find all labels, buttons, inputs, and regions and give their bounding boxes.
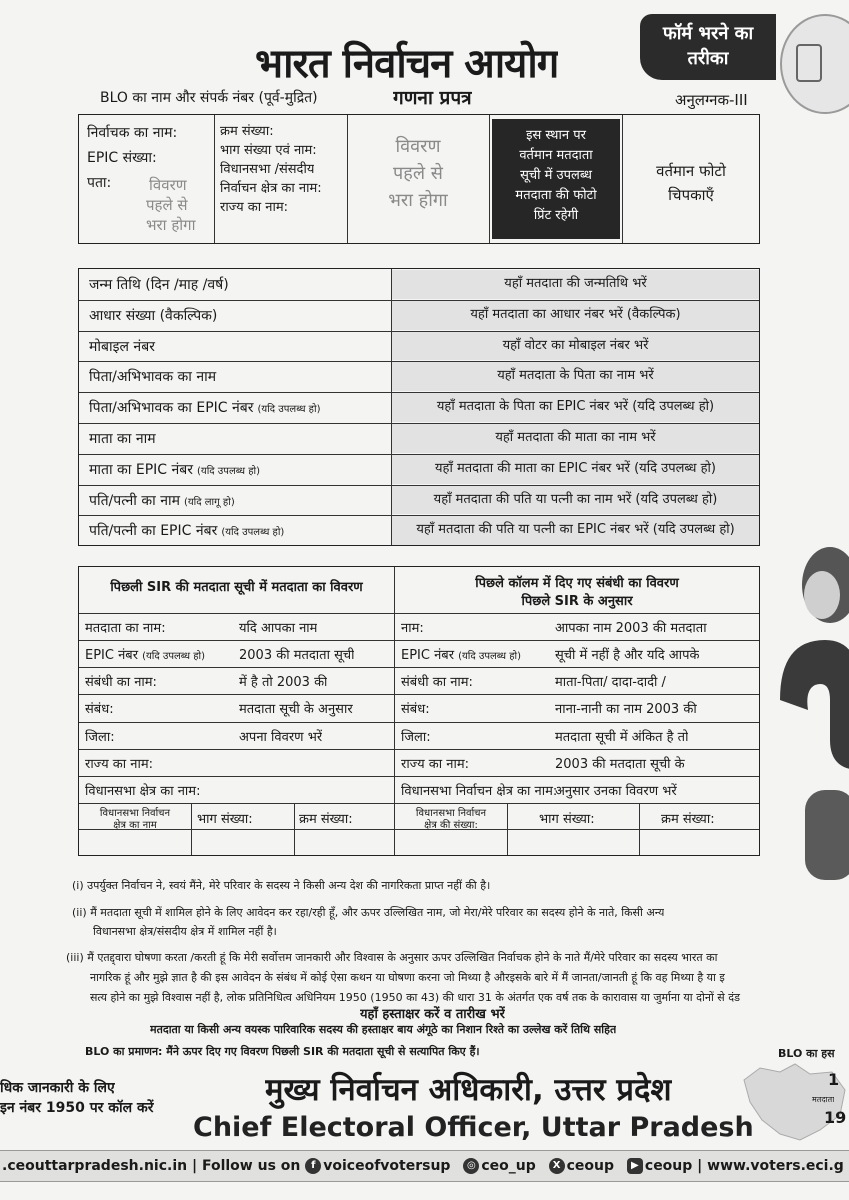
helpline-line2: इन नंबर 1950 पर कॉल करें	[0, 1100, 154, 1116]
constituency-line1: विधानसभा /संसदीय	[220, 162, 315, 177]
map-number-2: 19	[824, 1108, 847, 1127]
declaration-1: (i) उपर्युक्त निर्वाचन ने, स्वयं मैंने, मेरे परिवार के सदस्य ने किसी अन्य देश की नागरिकता प्राप्त नहीं की है।	[72, 879, 491, 892]
detail-label	[79, 337, 391, 356]
declaration-3b: नागरिक हूं और मुझे ज्ञात है की इस आवेदन के संबंध में कोई ऐसा कथन या घोषणा करना जो मिथ्या है औरइसके बारे में मैं जानता/जानती हूं कि वह मिथ्या है या इ	[90, 971, 725, 984]
map-number: 1	[828, 1070, 840, 1089]
detail-label	[79, 521, 391, 540]
blo-name-label: BLO का नाम और संपर्क नंबर (पूर्व-मुद्रित)	[100, 90, 318, 106]
epic-label: EPIC संख्या:	[87, 150, 157, 166]
sir-row-label	[401, 781, 561, 799]
detail-label-text: पति/पत्नी का EPIC नंबर	[89, 523, 218, 540]
sir-row-label-text: जिला:	[85, 729, 115, 745]
declaration-3a: (iii) मैं एतद्द्वारा घोषणा करता /करती हूं कि मेरी सर्वोत्तम जानकारी और विश्वास के अनुसार ऊपर उल्लिखित निर्वाचक होने के नाते मैं/मेरे परिवार का सदस्य भारत का	[66, 951, 718, 964]
photo-print-line2: वर्तमान मतदाता	[519, 148, 593, 163]
sir-row-label	[85, 781, 204, 799]
prefilled2-line1: विवरण	[395, 136, 441, 157]
detail-value-field[interactable]: यहाँ मतदाता की माता का EPIC नंबर भरें (यदि उपलब्ध हो)	[392, 455, 759, 484]
sir-right-header-line2: पिछले SIR के अनुसार	[521, 594, 633, 609]
sir-row-label	[401, 618, 428, 636]
sir-row-value[interactable]: 2003 की मतदाता सूची	[239, 648, 355, 664]
facebook-handle[interactable]: voiceofvotersup	[323, 1158, 451, 1174]
elector-info-box	[78, 114, 760, 244]
prefilled2-line3: भरा होगा	[388, 190, 448, 211]
photo-print-line5: प्रिंट रहेगी	[533, 208, 579, 223]
sir-row-label	[401, 727, 435, 745]
detail-label-note: (यदि लागू हो)	[183, 496, 235, 508]
sir-right-rows	[395, 613, 759, 803]
detail-label-text: पिता/अभिभावक का EPIC नंबर	[89, 400, 254, 417]
map-small-text: मतदाता	[812, 1095, 835, 1104]
detail-label	[79, 306, 391, 325]
elector-name-label: निर्वाचक का नाम:	[87, 125, 178, 141]
sir-row-label-note: (यदि उपलब्ध हो)	[458, 651, 522, 663]
sir-row-value[interactable]: मतदाता सूची के अनुसार	[239, 702, 353, 718]
form-subtitle: गणना प्रपत्र	[393, 87, 472, 109]
right-part-label: भाग संख्या:	[539, 812, 595, 827]
sir-row-label	[401, 645, 521, 663]
detail-label-text: पति/पत्नी का नाम	[89, 492, 180, 509]
badge-line2: तरीका	[687, 48, 729, 69]
state-label: राज्य का नाम:	[220, 200, 289, 215]
serial-label: क्रम संख्या:	[220, 124, 274, 139]
address-label: पता:	[87, 175, 112, 191]
photo-print-line3: सूची में उपलब्ध	[520, 168, 592, 183]
sir-row-label-note: (यदि उपलब्ध हो)	[142, 651, 206, 663]
left-part-input[interactable]	[192, 830, 294, 854]
detail-value-field[interactable]: यहाँ मतदाता के पिता का EPIC नंबर भरें (यदि उपलब्ध हो)	[392, 393, 759, 422]
detail-label-text: माता का EPIC नंबर	[89, 461, 194, 478]
detail-value-field[interactable]: यहाँ मतदाता की पति या पत्नी का EPIC नंबर भरें (यदि उपलब्ध हो)	[392, 516, 759, 545]
sir-row-label	[401, 699, 434, 717]
right-constituency-input[interactable]	[395, 830, 507, 854]
detail-label	[79, 429, 391, 448]
sir-row-value[interactable]: माता-पिता/ दादा-दादी /	[555, 675, 666, 691]
instagram-handle[interactable]: ceo_up	[481, 1158, 536, 1174]
helpline-line1: धिक जानकारी के लिए	[0, 1080, 115, 1096]
declaration-2b: विधानसभा क्षेत्र/संसदीय क्षेत्र में शामिल नहीं है।	[93, 925, 277, 938]
sir-row-label-text: संबंधी का नाम:	[85, 675, 157, 691]
blo-signature-label: BLO का हस	[778, 1047, 835, 1060]
sir-row-label-text: राज्य का नाम:	[85, 756, 154, 772]
badge-line1: फॉर्म भरने का	[662, 23, 754, 44]
form-guide-badge	[640, 14, 776, 80]
sir-row-value[interactable]: सूची में नहीं है और यदि आपके	[555, 648, 700, 664]
sir-row-label-text: विधानसभा निर्वाचन क्षेत्र का नाम:	[401, 783, 558, 799]
detail-label-note: (यदि उपलब्ध हो)	[197, 465, 261, 477]
youtube-icon: ▶	[627, 1158, 643, 1174]
sir-row-label	[85, 699, 118, 717]
detail-label-note: (यदि उपलब्ध हो)	[257, 404, 321, 416]
social-bar: .ceouttarpradesh.nic.in | Follow us on f voiceofvotersup ◎ ceo_up X ceoup ▶ ceoup | www.voters.eci.g	[0, 1150, 849, 1182]
sir-row-value[interactable]: आपका नाम 2003 की मतदाता	[555, 621, 707, 636]
prefilled-line1: विवरण	[149, 176, 187, 194]
sir-right-header-line1: पिछले कॉलम में दिए गए संबंधी का विवरण	[475, 576, 679, 591]
detail-label	[79, 491, 391, 510]
details-table	[78, 268, 760, 546]
paste-photo-line2: चिपकाएँ	[668, 186, 714, 204]
detail-label	[79, 460, 391, 479]
sir-row-label-text: राज्य का नाम:	[401, 756, 470, 772]
youtube-handle[interactable]: ceoup	[644, 1158, 693, 1174]
part-label: भाग संख्या एवं नाम:	[220, 143, 317, 158]
prefilled-line2: पहले से	[146, 196, 188, 214]
sir-row-value[interactable]: में है तो 2003 की	[239, 675, 328, 691]
printed-photo-area	[492, 119, 620, 239]
sir-row-label-text: संबंध:	[401, 702, 430, 718]
officer-english: Chief Electoral Officer, Uttar Pradesh	[193, 1112, 754, 1143]
detail-value-field[interactable]: यहाँ मतदाता की जन्मतिथि भरें	[392, 270, 759, 299]
detail-label-note: (यदि उपलब्ध हो)	[221, 527, 285, 539]
sir-row-value[interactable]: यदि आपका नाम	[239, 621, 318, 636]
detail-label	[79, 367, 391, 386]
follow-label: Follow us on	[201, 1158, 301, 1174]
sir-row-value[interactable]: नाना-नानी का नाम 2003 की	[555, 702, 697, 718]
left-bottom-l2: क्षेत्र का नाम	[113, 820, 157, 831]
website-link[interactable]: .ceouttarpradesh.nic.in	[2, 1158, 188, 1174]
left-part-label: भाग संख्या:	[197, 812, 253, 827]
sir-row-label	[85, 727, 119, 745]
right-bottom-l1: विधानसभा निर्वाचन	[415, 808, 487, 819]
sir-row-label-text: नाम:	[401, 621, 424, 636]
paste-photo-line1: वर्तमान फोटो	[656, 162, 726, 180]
sign-here-label: यहाँ हस्ताक्षर करें व तारीख भरें	[360, 1007, 505, 1022]
sir-left-header: पिछली SIR की मतदाता सूची में मतदाता का विवरण	[110, 580, 363, 595]
facebook-icon: f	[305, 1158, 321, 1174]
sir-row-label	[85, 645, 205, 663]
photo-print-line4: मतदाता की फोटो	[515, 188, 597, 203]
photo-print-line1: इस स्थान पर	[526, 128, 586, 143]
detail-value-field[interactable]: यहाँ मतदाता की माता का नाम भरें	[392, 424, 759, 453]
declaration-2a: (ii) मैं मतदाता सूची में शामिल होने के लिए आवेदन कर रहा/रही हूँ, और ऊपर उल्लिखित नाम, जो मेरा/मेरे परिवार का सदस्य होने के नाते, किसी अन्य	[72, 906, 665, 919]
instagram-icon: ◎	[463, 1158, 479, 1174]
sir-row-label	[85, 618, 170, 636]
sir-row-value[interactable]: अनुसार उनका विवरण भरें	[555, 783, 677, 799]
detail-label-text: माता का नाम	[89, 431, 156, 447]
left-bottom-l1: विधानसभा निर्वाचन	[99, 808, 171, 819]
left-serial-label: क्रम संख्या:	[299, 812, 353, 827]
sir-table	[78, 566, 760, 856]
x-icon: X	[549, 1158, 565, 1174]
annexure-label: अनुलग्नक-III	[675, 91, 748, 109]
sir-row-label-text: संबंध:	[85, 702, 114, 718]
sir-row-label	[85, 672, 161, 690]
prefilled-line3: भरा होगा	[146, 216, 196, 234]
prefilled2-line2: पहले से	[393, 163, 443, 184]
sir-row-value[interactable]: अपना विवरण भरें	[239, 729, 323, 745]
blo-certification: BLO का प्रमाणन: मैंने ऊपर दिए गए विवरण पिछली SIR की मतदाता सूची से सत्यापित किए हैं।	[85, 1045, 480, 1058]
right-bottom-l2: क्षेत्र की संख्या:	[424, 820, 478, 831]
officer-hindi: मुख्य निर्वाचन अधिकारी, उत्तर प्रदेश	[265, 1072, 672, 1108]
prefilled-block-2	[347, 133, 489, 214]
sir-row-label	[401, 672, 477, 690]
detail-value-field[interactable]: यहाँ मतदाता का आधार नंबर भरें (वैकल्पिक)	[392, 301, 759, 330]
detail-label-text: मोबाइल नंबर	[89, 338, 155, 355]
question-figure-icon	[760, 540, 849, 880]
right-serial-label: क्रम संख्या:	[661, 812, 715, 827]
sir-row-label-text: जिला:	[401, 729, 431, 745]
sign-note: मतदाता या किसी अन्य वयस्क पारिवारिक सदस्य की हस्ताक्षर बाय अंगूठे का निशान रिश्ते का उल्लेख करें तिथि सहित	[150, 1023, 617, 1036]
detail-value-field[interactable]: यहाँ मतदाता के पिता का नाम भरें	[392, 362, 759, 391]
x-handle[interactable]: ceoup	[566, 1158, 615, 1174]
right-serial-input[interactable]	[640, 830, 759, 854]
sir-left-rows	[79, 613, 394, 803]
page-title: भारत निर्वाचन आयोग	[255, 41, 559, 87]
detail-value-field[interactable]: यहाँ वोटर का मोबाइल नंबर भरें	[392, 332, 759, 361]
sir-row-label-text: संबंधी का नाम:	[401, 675, 473, 691]
sir-row-label	[401, 754, 473, 772]
sir-row-label	[85, 754, 157, 772]
detail-label-text: जन्म तिथि (दिन /माह /वर्ष)	[89, 277, 229, 293]
constituency-line2: निर्वाचन क्षेत्र का नाम:	[220, 181, 322, 196]
sir-row-label-text: EPIC नंबर	[401, 648, 455, 664]
voters-website-link[interactable]: www.voters.eci.g	[707, 1158, 844, 1174]
sir-row-label-text: मतदाता का नाम:	[85, 621, 166, 636]
detail-label	[79, 275, 391, 294]
detail-label	[79, 398, 391, 417]
detail-label-text: आधार संख्या (वैकल्पिक)	[89, 307, 218, 324]
sir-row-label-text: EPIC नंबर	[85, 648, 139, 664]
sir-row-value[interactable]: 2003 की मतदाता सूची के	[555, 756, 685, 772]
right-part-input[interactable]	[508, 830, 639, 854]
declaration-3c: सत्य होने का मुझे विश्वास नहीं है, लोक प्रतिनिधित्व अधिनियम 1950 (1950 का 43) की धारा 31 के अंतर्गत एक वर्ष तक के कारावास या जुर्माना या दोनों से दंड	[90, 991, 740, 1004]
sir-row-value[interactable]: मतदाता सूची में अंकित है तो	[555, 729, 689, 745]
detail-label-text: पिता/अभिभावक का नाम	[89, 369, 217, 386]
left-constituency-input[interactable]	[79, 830, 191, 854]
logo-seal-icon	[780, 14, 849, 114]
left-serial-input[interactable]	[295, 830, 394, 854]
detail-value-field[interactable]: यहाँ मतदाता की पति या पत्नी का नाम भरें (यदि उपलब्ध हो)	[392, 486, 759, 515]
sir-row-label-text: विधानसभा क्षेत्र का नाम:	[85, 783, 201, 799]
paste-photo-area[interactable]	[622, 159, 760, 207]
